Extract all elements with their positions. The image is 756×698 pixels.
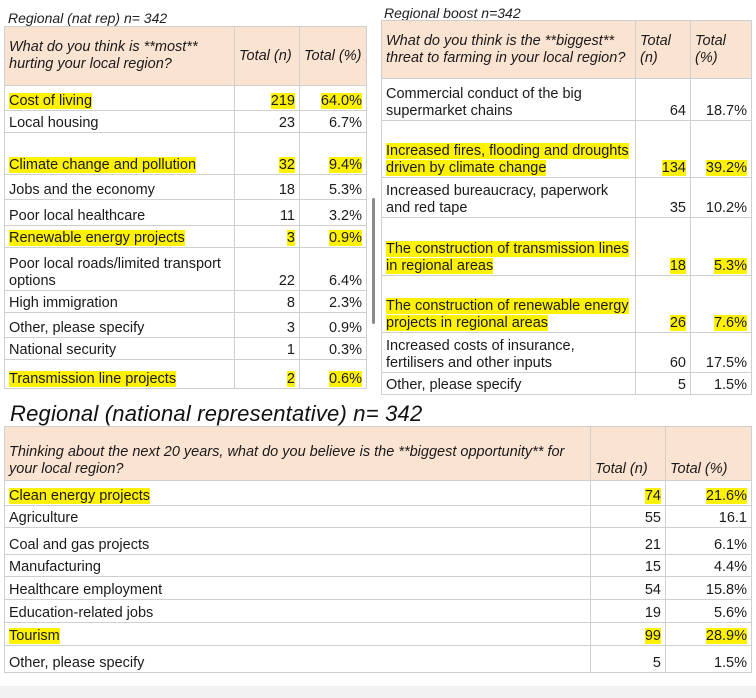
table1-row-total-n xyxy=(235,111,300,133)
table1-caption: Regional (nat rep) n= 342 xyxy=(8,10,168,26)
table3-row-label-text: Clean energy projects xyxy=(9,488,151,504)
table2-row-total-pct-text: 7.6% xyxy=(713,315,747,331)
table3-row-label-text: Coal and gas projects xyxy=(9,537,150,553)
table2-row-total-pct xyxy=(691,333,752,373)
table1-row-total-n-text: 32 xyxy=(278,157,295,173)
table1-row xyxy=(5,133,367,175)
table3-row-total-pct xyxy=(666,577,752,600)
table2-row-total-n xyxy=(636,178,691,218)
table3-row-total-pct-text: 1.5% xyxy=(713,655,747,671)
table1-row-total-n-text: 1 xyxy=(286,342,295,358)
table3-row-label xyxy=(5,600,591,623)
table1-row-label-text: Local housing xyxy=(9,115,99,131)
table1-row-label xyxy=(5,86,235,111)
table2-row-label-text: Increased fires, flooding and droughts driven by climate change xyxy=(386,143,629,176)
table1-row-total-pct-text: 64.0% xyxy=(320,93,362,109)
table2-row-label-text: The construction of renewable energy projects in regional areas xyxy=(386,298,629,331)
table1-row-total-pct xyxy=(300,111,367,133)
table1-row-total-pct-text: 9.4% xyxy=(328,157,362,173)
table3-row xyxy=(5,646,752,673)
table3-row-total-n xyxy=(591,646,666,673)
table3-row-total-n-text: 99 xyxy=(644,628,661,644)
table3-row-total-pct-text: 6.1% xyxy=(713,537,747,553)
table3-row-label xyxy=(5,646,591,673)
table2-row-total-n xyxy=(636,373,691,395)
table2-row-label-text: Increased costs of insurance, fertilisers and other inputs xyxy=(386,338,575,371)
table3-row-total-n-text: 19 xyxy=(644,605,661,621)
table3-row-total-n xyxy=(591,528,666,555)
table3-row-total-n-text: 55 xyxy=(644,510,661,526)
table1-row-total-n xyxy=(235,360,300,389)
table1-row-total-n xyxy=(235,226,300,248)
table1-row-label xyxy=(5,291,235,313)
table1-row-total-pct xyxy=(300,86,367,111)
table1-row-total-pct-text: 0.9% xyxy=(328,230,362,246)
table3-row-label xyxy=(5,481,591,506)
table3-row-total-pct xyxy=(666,528,752,555)
table1-row-total-n-text: 22 xyxy=(278,273,295,289)
table1-row-label xyxy=(5,133,235,175)
table3-row-label xyxy=(5,555,591,577)
table3-row xyxy=(5,481,752,506)
table2-row-total-pct-text: 5.3% xyxy=(713,258,747,274)
table2-row-total-pct xyxy=(691,276,752,333)
table1-row-total-n xyxy=(235,248,300,291)
table3-row xyxy=(5,577,752,600)
table3-row-total-n xyxy=(591,577,666,600)
table1-row-total-n-text: 2 xyxy=(286,371,295,387)
table2-row-total-n xyxy=(636,218,691,276)
table1-row-total-n-text: 11 xyxy=(279,208,295,224)
table3-row-total-n-text: 54 xyxy=(644,582,661,598)
table2-row-total-n xyxy=(636,121,691,178)
table2-row xyxy=(382,218,752,276)
table2-row-total-pct xyxy=(691,121,752,178)
table2-row-label xyxy=(382,218,636,276)
table3-row-total-n xyxy=(591,506,666,528)
table2-row-label xyxy=(382,79,636,121)
table1-row xyxy=(5,175,367,200)
table1-row-label xyxy=(5,360,235,389)
table2-row-total-pct xyxy=(691,373,752,395)
table3-row-total-n xyxy=(591,555,666,577)
table1-row-total-n xyxy=(235,200,300,226)
table1-row-label-text: Jobs and the economy xyxy=(9,182,155,198)
table2-row-total-pct-text: 39.2% xyxy=(705,160,747,176)
table2-row xyxy=(382,121,752,178)
table1-row xyxy=(5,111,367,133)
table2-row xyxy=(382,276,752,333)
table2-header-row xyxy=(382,21,752,79)
table1 xyxy=(4,26,367,389)
table1-row-label xyxy=(5,313,235,338)
table1-row-total-pct xyxy=(300,226,367,248)
table1-row-total-n xyxy=(235,291,300,313)
table3-row-label xyxy=(5,577,591,600)
table3-row-label xyxy=(5,506,591,528)
table1-question-header: What do you think is **most** hurting your local region? xyxy=(5,27,235,86)
table1-row-total-n-text: 8 xyxy=(286,295,295,311)
table1-row-total-pct xyxy=(300,200,367,226)
table3-row-total-n xyxy=(591,481,666,506)
table2-row-label-text: The construction of transmission lines in regional areas xyxy=(386,241,629,274)
table2-row xyxy=(382,178,752,218)
table2-row-total-pct xyxy=(691,79,752,121)
table2-row xyxy=(382,79,752,121)
table3-row-label-text: Agriculture xyxy=(9,510,79,526)
table2-row-label xyxy=(382,178,636,218)
table2-row-total-n-text: 64 xyxy=(669,103,686,119)
table2 xyxy=(381,20,752,395)
table1-header-row xyxy=(5,27,367,86)
table2-row-total-pct xyxy=(691,218,752,276)
table2-row-label xyxy=(382,333,636,373)
table2-row-total-pct-text: 18.7% xyxy=(705,103,747,119)
table3-row-total-pct xyxy=(666,646,752,673)
table1-row-total-n-text: 23 xyxy=(278,115,295,131)
table3-total-pct-header: Total (%) xyxy=(666,427,752,481)
table1-row-label-text: Climate change and pollution xyxy=(9,157,197,173)
table2-row-total-n xyxy=(636,79,691,121)
table3-row-label-text: Education-related jobs xyxy=(9,605,154,621)
table1-total-n-header: Total (n) xyxy=(235,27,300,86)
table1-row-label-text: Cost of living xyxy=(9,93,93,109)
table3-row-label xyxy=(5,623,591,646)
table1-row-label-text: Transmission line projects xyxy=(9,371,177,387)
table3 xyxy=(4,426,752,673)
table2-row xyxy=(382,373,752,395)
table1-row-total-pct-text: 6.4% xyxy=(328,273,362,289)
table1-row-total-pct xyxy=(300,133,367,175)
table3-row-total-pct-text: 28.9% xyxy=(705,628,747,644)
table2-row xyxy=(382,333,752,373)
table3-row-total-n-text: 15 xyxy=(644,559,661,575)
table1-row-total-pct xyxy=(300,291,367,313)
table2-total-n-header: Total (n) xyxy=(636,21,691,79)
table1-row-label-text: High immigration xyxy=(9,295,118,311)
table1-row-total-pct-text: 0.3% xyxy=(328,342,362,358)
table3-row-total-pct xyxy=(666,506,752,528)
table3-header-row xyxy=(5,427,752,481)
table3-row xyxy=(5,555,752,577)
table1-row xyxy=(5,313,367,338)
table1-row-total-n xyxy=(235,133,300,175)
table1-row-total-pct-text: 2.3% xyxy=(328,295,362,311)
table2-row-total-n xyxy=(636,276,691,333)
table1-row-label-text: Renewable energy projects xyxy=(9,230,185,246)
table3-row-label-text: Other, please specify xyxy=(9,655,145,671)
table1-row xyxy=(5,338,367,360)
table1-row-total-n-text: 18 xyxy=(278,182,295,198)
table1-row-label xyxy=(5,248,235,291)
table1-row-total-n-text: 3 xyxy=(286,320,295,336)
table1-row-label-text: Other, please specify xyxy=(9,320,145,336)
table3-row-total-pct xyxy=(666,623,752,646)
table2-row-total-n-text: 134 xyxy=(661,160,686,176)
table1-total-pct-header: Total (%) xyxy=(300,27,367,86)
table3-row-total-pct-text: 21.6% xyxy=(705,488,747,504)
table1-row xyxy=(5,226,367,248)
table2-row-label-text: Commercial conduct of the big supermarket chains xyxy=(386,86,582,119)
table1-row-total-pct xyxy=(300,248,367,291)
table3-row-label-text: Tourism xyxy=(9,628,60,644)
table2-row-label-text: Increased bureaucracy, paperwork and red tape xyxy=(386,183,609,216)
table3-row-total-n xyxy=(591,623,666,646)
table1-row-total-pct xyxy=(300,175,367,200)
table1-row-total-pct-text: 0.9% xyxy=(328,320,362,336)
table1-row-label-text: Poor local roads/limited transport options xyxy=(9,256,221,289)
table1-row-label-text: Poor local healthcare xyxy=(9,208,146,224)
table1-row-total-pct xyxy=(300,338,367,360)
table2-row-label xyxy=(382,121,636,178)
table1-row xyxy=(5,86,367,111)
table1-row-total-pct-text: 3.2% xyxy=(328,208,362,224)
table3-row-total-n xyxy=(591,600,666,623)
table3-question-header: Thinking about the next 20 years, what do you believe is the **biggest opportunity** for your local region? xyxy=(5,427,591,481)
table1-row-total-n-text: 3 xyxy=(286,230,295,246)
table1-row-label-text: National security xyxy=(9,342,117,358)
table3-row-total-n-text: 74 xyxy=(644,488,661,504)
table2-row-total-pct-text: 17.5% xyxy=(705,355,747,371)
table3-row-total-pct-text: 5.6% xyxy=(713,605,747,621)
table3-row-total-pct-text: 16.1 xyxy=(718,510,747,526)
table2-row-total-n-text: 18 xyxy=(669,258,686,274)
table1-row-total-pct xyxy=(300,360,367,389)
scrollbar[interactable] xyxy=(372,198,375,324)
table3-row-label-text: Healthcare employment xyxy=(9,582,163,598)
table2-row-total-pct xyxy=(691,178,752,218)
table2-row-total-pct-text: 1.5% xyxy=(713,377,747,393)
table2-row-total-pct-text: 10.2% xyxy=(705,200,747,216)
table3-caption: Regional (national representative) n= 342 xyxy=(10,401,423,426)
table1-row-total-n-text: 219 xyxy=(270,93,295,109)
table2-row-total-n-text: 5 xyxy=(677,377,686,393)
table1-row-total-n xyxy=(235,313,300,338)
table3-row xyxy=(5,623,752,646)
table1-row xyxy=(5,360,367,389)
table2-row-label-text: Other, please specify xyxy=(386,377,522,393)
table2-caption: Regional boost n=342 xyxy=(384,5,521,21)
table1-row-total-pct-text: 5.3% xyxy=(328,182,362,198)
table3-row-total-pct xyxy=(666,555,752,577)
table3-row-total-pct xyxy=(666,481,752,506)
table2-row-label xyxy=(382,373,636,395)
table3-row-label-text: Manufacturing xyxy=(9,559,101,575)
table3-row xyxy=(5,506,752,528)
table3-row-total-pct-text: 4.4% xyxy=(713,559,747,575)
table1-row-total-n xyxy=(235,86,300,111)
table2-row-total-n-text: 26 xyxy=(669,315,686,331)
table1-row-label xyxy=(5,226,235,248)
table2-row-total-n-text: 60 xyxy=(669,355,686,371)
table1-row-label xyxy=(5,338,235,360)
page-edge xyxy=(0,686,756,698)
table3-row-total-pct-text: 15.8% xyxy=(705,582,747,598)
table1-row xyxy=(5,248,367,291)
table1-row-total-pct-text: 6.7% xyxy=(328,115,362,131)
table1-row-label xyxy=(5,200,235,226)
table1-row-label xyxy=(5,111,235,133)
table3-row-label xyxy=(5,528,591,555)
table1-row-total-pct-text: 0.6% xyxy=(328,371,362,387)
table3-row xyxy=(5,600,752,623)
table1-row-total-n xyxy=(235,338,300,360)
table1-row-total-n xyxy=(235,175,300,200)
table2-total-pct-header: Total (%) xyxy=(691,21,752,79)
table1-row xyxy=(5,291,367,313)
table2-row-total-n-text: 35 xyxy=(669,200,686,216)
table3-row-total-n-text: 21 xyxy=(644,537,661,553)
table3-row xyxy=(5,528,752,555)
table2-question-header: What do you think is the **biggest** threat to farming in your local region? xyxy=(382,21,636,79)
table1-row-label xyxy=(5,175,235,200)
table2-row-label xyxy=(382,276,636,333)
table3-row-total-pct xyxy=(666,600,752,623)
table2-row-total-n xyxy=(636,333,691,373)
table1-row xyxy=(5,200,367,226)
table1-row-total-pct xyxy=(300,313,367,338)
table3-total-n-header: Total (n) xyxy=(591,427,666,481)
table3-row-total-n-text: 5 xyxy=(652,655,661,671)
